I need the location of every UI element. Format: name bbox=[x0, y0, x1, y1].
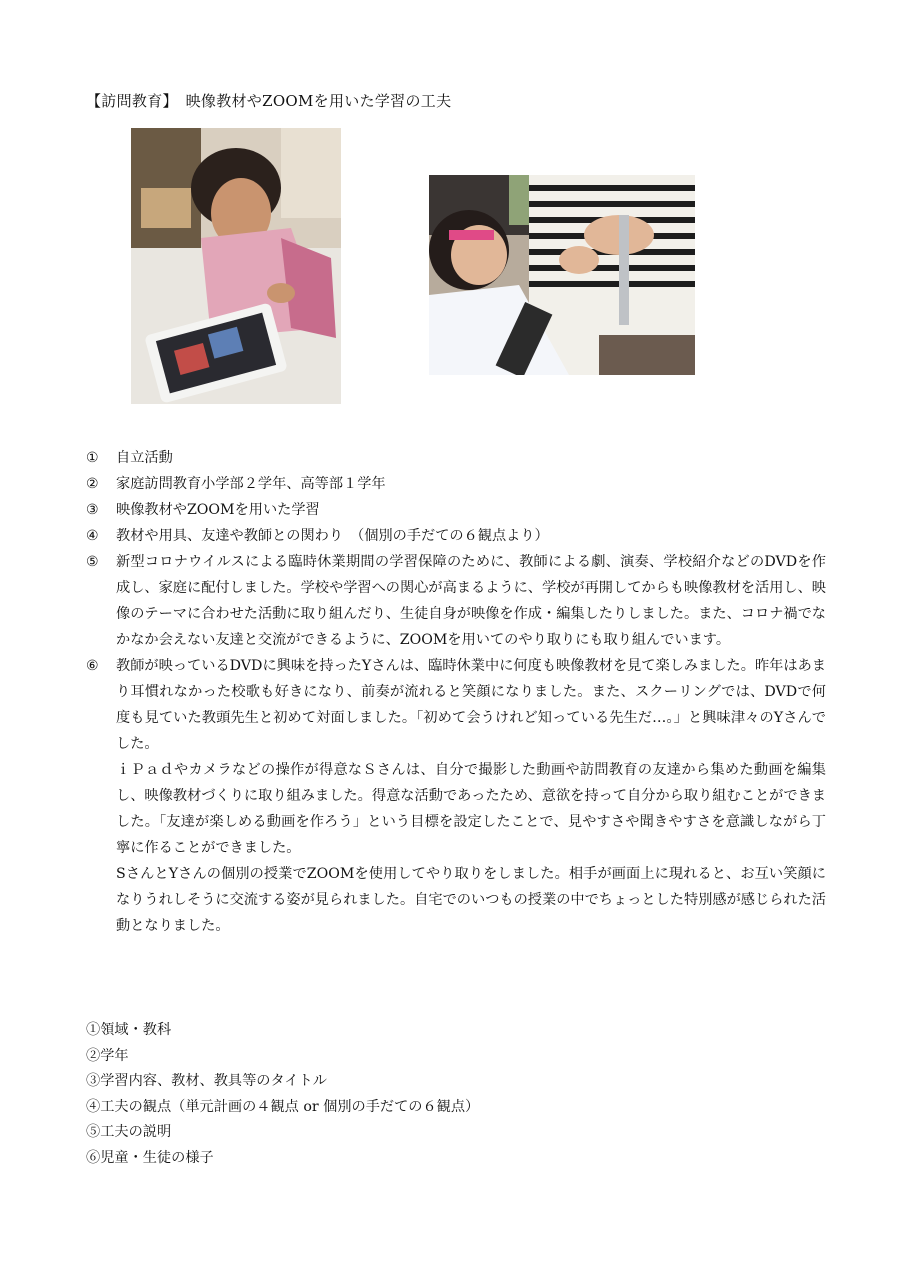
item-text: 自立活動 bbox=[116, 450, 173, 466]
item-1 bbox=[86, 445, 826, 471]
item-list bbox=[86, 445, 826, 939]
item-5 bbox=[86, 549, 826, 653]
legend-item: ⑥児童・生徒の様子 bbox=[86, 1149, 214, 1166]
item-number: ② bbox=[86, 476, 99, 492]
item-number: ① bbox=[86, 450, 99, 466]
legend-item: ③学習内容、教材、教具等のタイトル bbox=[86, 1073, 327, 1089]
item-text: 新型コロナウイルスによる臨時休業期間の学習保障のために、教師による劇、演奏、学校紹介などのDVDを作成し、家庭に配付しました。学校や学習への関心が高まるように、学校が再開してからも映像教材を活用し、映像のテーマに合わせた活動に取り組んだり、生徒自身が映像を作成・編集したりしました。また、コロナ禍でなかなか会えない友達と交流ができるように、ZOOMを用いてのやり取りにも取り組んでいます。 bbox=[116, 554, 826, 648]
item-4 bbox=[86, 523, 826, 549]
item-6 bbox=[86, 653, 826, 939]
page-title: 【訪問教育】 映像教材やZOOMを用いた学習の工夫 bbox=[86, 92, 452, 110]
legend-item: ④工夫の観点（単元計画の４観点 or 個別の手だての６観点） bbox=[86, 1098, 480, 1115]
item-number: ⑥ bbox=[86, 658, 99, 674]
item-text: 映像教材やZOOMを用いた学習 bbox=[116, 502, 320, 518]
item-number: ⑤ bbox=[86, 554, 99, 570]
item-number: ④ bbox=[86, 528, 99, 544]
item-text: ｉＰａｄやカメラなどの操作が得意なＳさんは、自分で撮影した動画や訪問教育の友達から集めた動画を編集し、映像教材づくりに取り組みました。得意な活動であったため、意欲を持って自分から取り組むことができました。「友達が楽しめる動画を作ろう」という目標を設定したことで、見やすさや聞きやすさを意識しながら丁寧に作ることができました。 bbox=[116, 762, 826, 856]
legend-list bbox=[86, 1018, 786, 1171]
item-3 bbox=[86, 497, 826, 523]
item-text: 家庭訪問教育小学部２学年、高等部１学年 bbox=[116, 476, 386, 492]
student-with-tablet-photo bbox=[131, 128, 341, 404]
student-with-teacher-photo bbox=[429, 175, 695, 375]
legend-item: ⑤工夫の説明 bbox=[86, 1124, 172, 1140]
legend-item: ②学年 bbox=[86, 1047, 129, 1064]
item-text: 教師が映っているDVDに興味を持ったYさんは、臨時休業中に何度も映像教材を見て楽しみました。昨年はあまり耳慣れなかった校歌も好きになり、前奏が流れると笑顔になりました。また、スクーリングでは、DVDで何度も見ていた教頭先生と初めて対面しました。「初めて会うけれど知っている先生だ…。」と興味津々のYさんでした。 bbox=[116, 658, 826, 752]
item-number: ③ bbox=[86, 502, 99, 518]
legend-item: ①領域・教科 bbox=[86, 1022, 172, 1038]
item-text: 教材や用具、友達や教師との関わり （個別の手だての６観点より） bbox=[116, 528, 549, 544]
item-2 bbox=[86, 471, 826, 497]
item-text: SさんとYさんの個別の授業でZOOMを使用してやり取りをしました。相手が画面上に現れると、お互い笑顔になりうれしそうに交流する姿が見られました。自宅でのいつもの授業の中でちょっとした特別感が感じられた活動となりました。 bbox=[116, 866, 826, 934]
